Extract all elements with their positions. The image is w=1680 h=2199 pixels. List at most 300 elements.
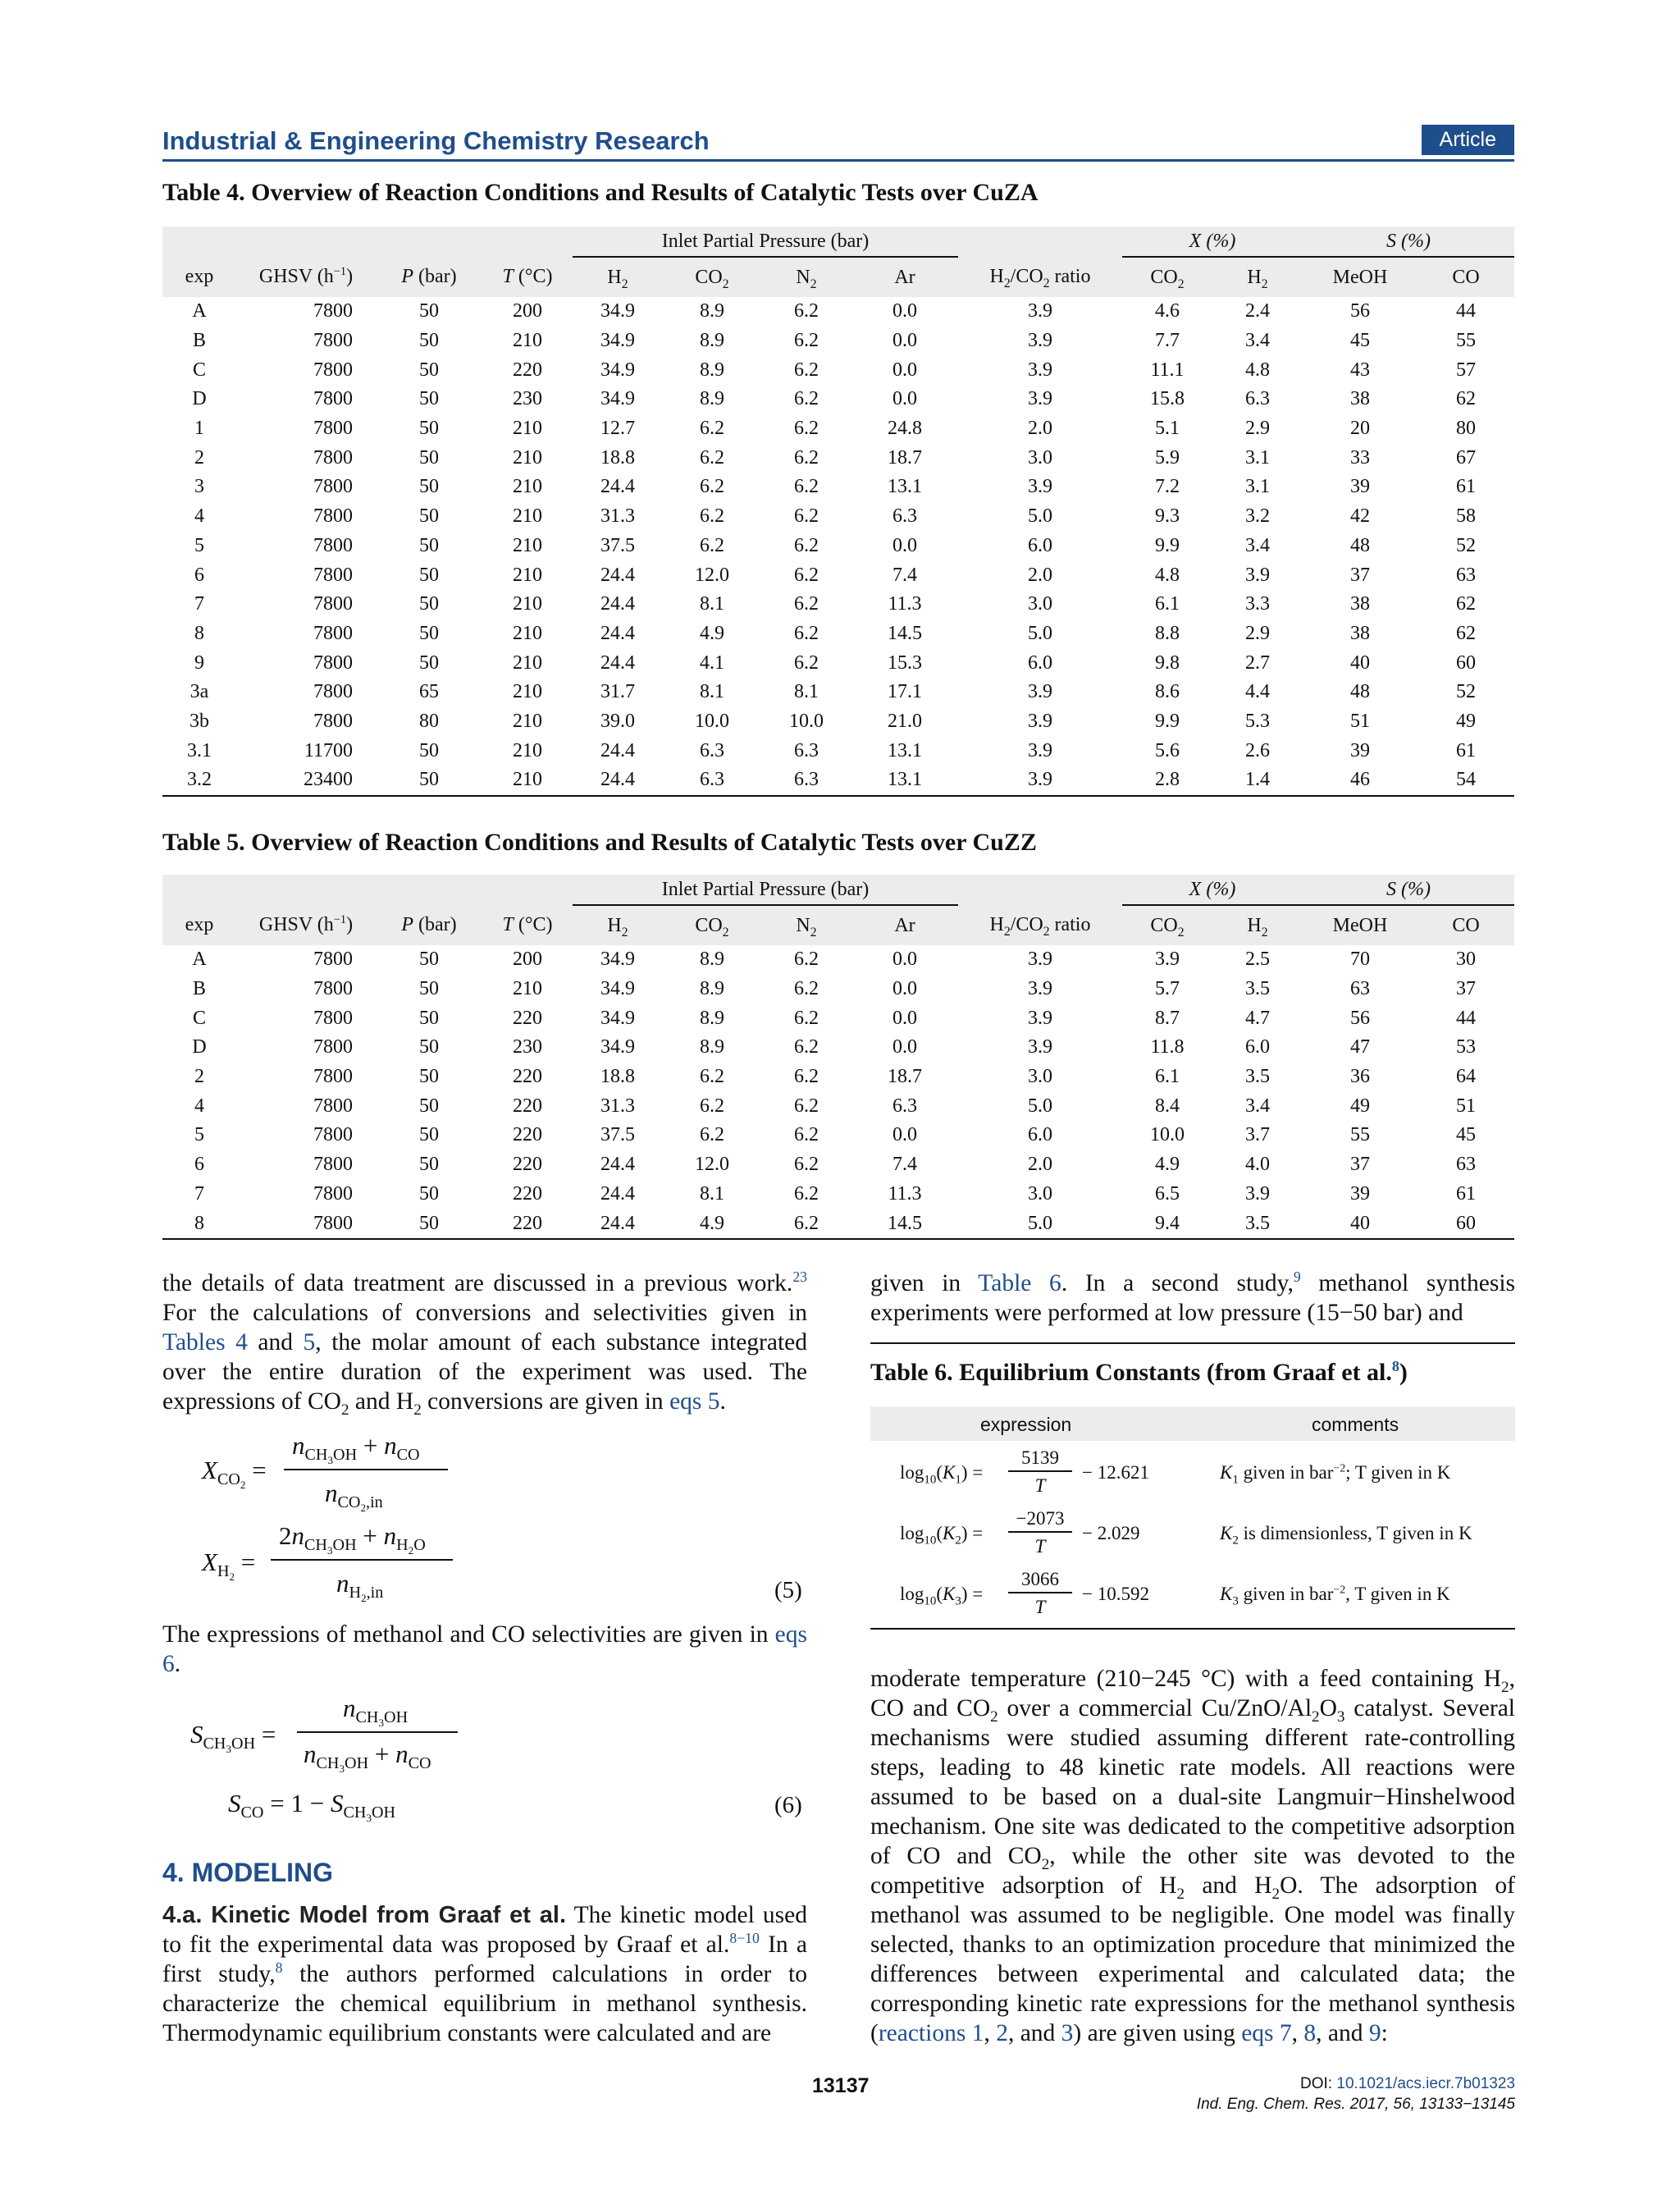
table-cell: 24.4: [573, 766, 663, 796]
table-cell: 7800: [313, 593, 353, 615]
table-cell: 220: [513, 1182, 542, 1205]
table-cell: 51: [1456, 1095, 1476, 1117]
table-cell: 53: [1456, 1036, 1476, 1058]
table-cell: 210: [513, 476, 542, 498]
column-header: $H_2/CO_2$ ratio: [958, 257, 1122, 297]
table-cell: 8.9: [700, 388, 724, 410]
table-cell: 210: [513, 564, 542, 586]
table-cell: 0.0: [892, 330, 917, 352]
table-row: [162, 1209, 1514, 1239]
table-cell: 54: [1418, 766, 1514, 796]
table-cell: 6.2: [794, 476, 819, 498]
table-cell: 8.8: [1155, 622, 1180, 644]
citation-23[interactable]: 23: [792, 1269, 807, 1286]
table-cell: 4.0: [1245, 1154, 1270, 1176]
table-cell: 63: [1456, 564, 1476, 586]
left-paragraph-2: The expressions of methanol and CO selectivities are given in eqs 6.: [162, 1621, 807, 1677]
table-cell: 63: [1350, 978, 1370, 1000]
table-cell: 6.2: [700, 505, 724, 528]
x-group-header: X (%): [1122, 226, 1303, 257]
table-cell: 39.0: [600, 710, 635, 732]
table-cell: 6.2: [794, 534, 819, 556]
table-cell: 7800: [313, 534, 353, 556]
table-cell: 24.4: [600, 1154, 635, 1176]
table-cell: 3.9: [1028, 330, 1052, 352]
table-row: [162, 414, 1514, 444]
column-header: MeOH: [1303, 905, 1418, 945]
table-cell: 45: [1350, 330, 1370, 352]
table-cell: 6: [194, 1154, 204, 1176]
table-cell: 4.9: [663, 1209, 761, 1239]
equation-5-number: (5): [774, 1577, 802, 1603]
table-cell: 7800: [313, 710, 353, 732]
table-cell: C: [192, 1007, 206, 1029]
table-cell: 6.2: [794, 593, 819, 615]
table-cell: 37: [1350, 564, 1370, 586]
table-cell: 33: [1350, 446, 1370, 469]
table-cell: 6.2: [794, 1124, 819, 1146]
table-cell: 5.9: [1155, 446, 1180, 469]
table-cell: 8: [162, 1209, 236, 1239]
table-cell: 0.0: [892, 1007, 917, 1029]
table-cell: 6.2: [794, 651, 819, 674]
table-row: [162, 327, 1514, 356]
table-cell: 50: [419, 651, 439, 674]
table-cell: 0.0: [892, 534, 917, 556]
section-heading-modeling: 4. MODELING: [162, 1858, 334, 1887]
table-row: [162, 502, 1514, 532]
table-cell: 48: [1350, 681, 1370, 703]
table-cell: 50: [419, 505, 439, 528]
table-cell: 34.9: [600, 388, 635, 410]
table-row: [162, 385, 1514, 414]
link-eqs-5[interactable]: eqs 5: [669, 1388, 720, 1415]
table-cell: 5.0: [1028, 505, 1052, 528]
table-cell: 64: [1456, 1066, 1476, 1088]
equilibrium-expression: $\log_{10}(K_2)$ = −2073 T − 2.029: [900, 1508, 1140, 1557]
table-cell: 3.0: [1028, 1066, 1052, 1088]
table-cell: 2.0: [1028, 564, 1052, 586]
table-cell: 220: [513, 359, 542, 381]
table-cell: 34.9: [600, 359, 635, 381]
table-row: [162, 1091, 1514, 1121]
table-cell: 50: [419, 1124, 439, 1146]
table-cell: 3.9: [1028, 359, 1052, 381]
table4: [162, 226, 1514, 797]
table-cell: 39: [1350, 1182, 1370, 1205]
table-cell: 4: [194, 1095, 204, 1117]
table-cell: 220: [513, 1154, 542, 1176]
table-cell: 2.4: [1245, 300, 1270, 322]
table-cell: 3.7: [1245, 1124, 1270, 1146]
equilibrium-comment: $K_2$ is dimensionless, T given in K: [1220, 1523, 1472, 1548]
table-cell: 3.9: [1245, 564, 1270, 586]
column-header: $CO_2$: [663, 905, 761, 945]
table-cell: 31.3: [600, 505, 635, 528]
table-cell: 7.4: [892, 564, 917, 586]
table-cell: 50: [419, 622, 439, 644]
table-cell: 220: [482, 1209, 573, 1239]
table-cell: 12.0: [695, 1154, 729, 1176]
table-cell: 6: [194, 564, 204, 586]
table-cell: 7800: [313, 418, 353, 440]
link-tables-4[interactable]: Tables 4: [162, 1329, 248, 1356]
table-row: [162, 443, 1514, 473]
table-cell: 44: [1456, 1007, 1476, 1029]
table-cell: 6.2: [700, 1124, 724, 1146]
link-eqs-7[interactable]: eqs 7: [1241, 2020, 1292, 2046]
table-cell: 52: [1456, 534, 1476, 556]
table-cell: 80: [1456, 418, 1476, 440]
table-cell: 8.9: [700, 300, 724, 322]
table-cell: 8.6: [1155, 681, 1180, 703]
citation-9[interactable]: 9: [1293, 1269, 1301, 1286]
table-cell: 3.4: [1245, 330, 1270, 352]
table-cell: 6.3: [700, 739, 724, 761]
table-cell: 2.0: [1028, 1154, 1052, 1176]
link-eq-8[interactable]: 8: [1303, 2020, 1317, 2046]
table-cell: 210: [513, 739, 542, 761]
table-cell: 13.1: [851, 766, 958, 796]
table-cell: 10.0: [1150, 1124, 1185, 1146]
citation-8-10[interactable]: 8−10: [729, 1930, 760, 1947]
table-cell: 6.2: [700, 1095, 724, 1117]
link-eqs-6[interactable]: eqs 6: [162, 1621, 807, 1677]
table-row: [162, 975, 1514, 1004]
link-reaction-1[interactable]: reactions 1: [878, 2020, 984, 2046]
table-cell: 6.2: [700, 418, 724, 440]
table-cell: 14.5: [851, 1209, 958, 1239]
column-header: CO: [1418, 257, 1514, 297]
table-cell: 7800: [313, 359, 353, 381]
table-cell: 3.9: [1028, 710, 1052, 732]
table-cell: 6.2: [794, 622, 819, 644]
table-cell: 7800: [236, 1209, 376, 1239]
table-cell: 4.9: [1155, 1154, 1180, 1176]
table-cell: 3.1: [1245, 476, 1270, 498]
table-cell: 3.3: [1245, 593, 1270, 615]
table-row: [162, 945, 1514, 975]
table-cell: 5.0: [958, 1209, 1122, 1239]
table6-header: [870, 1406, 1515, 1441]
table-cell: 12.7: [600, 418, 635, 440]
link-reaction-2[interactable]: 2: [996, 2020, 1008, 2046]
table-cell: 37: [1350, 1154, 1370, 1176]
table-cell: 210: [513, 534, 542, 556]
column-header: T (°C): [482, 905, 573, 945]
table-cell: 34.9: [600, 330, 635, 352]
link-reaction-3[interactable]: 3: [1061, 2020, 1074, 2046]
table6-caption: Table 6. Equilibrium Constants (from Graaf et al.$^8$): [870, 1358, 1408, 1386]
table-cell: 61: [1456, 739, 1476, 761]
table-cell: 24.4: [600, 593, 635, 615]
table-cell: 210: [513, 446, 542, 469]
table-cell: 14.5: [888, 622, 922, 644]
column-header: $CO_2$: [663, 257, 761, 297]
table-cell: 1: [194, 418, 204, 440]
table-cell: 24.4: [600, 476, 635, 498]
table-cell: 4.8: [1245, 359, 1270, 381]
table-cell: 8.7: [1155, 1007, 1180, 1029]
table-cell: 55: [1456, 330, 1476, 352]
table-cell: 0.0: [892, 359, 917, 381]
table-cell: 3.9: [1028, 1007, 1052, 1029]
table-cell: 4.6: [1155, 300, 1180, 322]
table-cell: 5.6: [1155, 739, 1180, 761]
doi-link[interactable]: 10.1021/acs.iecr.7b01323: [1336, 2075, 1515, 2092]
table-cell: 6.0: [1028, 651, 1052, 674]
right-paragraph-1: given in Table 6. In a second study,$^9$ methanol synthesis experiments were performed at low pressure (15−50 bar) and: [870, 1269, 1515, 1326]
table-cell: 11700: [304, 739, 353, 761]
table-cell: 3.0: [1028, 446, 1052, 469]
table6-top-rule: [870, 1342, 1515, 1344]
article-badge: Article: [1422, 125, 1514, 155]
right-paragraph-2: moderate temperature (210−245 °C) with a feed containing $H_2$, CO and $CO_2$ over a commercial $Cu/ZnO/Al_2O_3$ catalyst. Several mechanisms were studied assuming different rate-controlling steps, leading to 48 kinetic rate models. All reactions were assumed to be based on a dual-site Langmuir−Hinshelwood mechanism. One site was dedicated to the competitive adsorption of CO and $CO_2$, while the other site was devoted to the competitive adsorption of $H_2$ and $H_2O$. The adsorption of methanol was assumed to be negligible. One model was finally selected, thanks to an optimization procedure that minimized the differences between experimental and calculated data; the corresponding kinetic rate expressions for the methanol synthesis (reactions 1, 2, and 3) are given using eqs 7, 8, and 9:: [870, 1666, 1515, 2046]
table-cell: 50: [419, 1036, 439, 1058]
table-cell: 50: [419, 1007, 439, 1029]
table5-column-headers: [162, 905, 1514, 945]
citation-8[interactable]: 8: [275, 1959, 283, 1977]
table-cell: 38: [1350, 622, 1370, 644]
table-cell: 3.9: [1028, 978, 1052, 1000]
equilibrium-comment: $K_3$ given in bar$^{-2}$, T given in K: [1220, 1583, 1450, 1608]
table-cell: 8.9: [700, 359, 724, 381]
table-cell: 43: [1350, 359, 1370, 381]
table-cell: 3.9: [1245, 1182, 1270, 1205]
table-cell: 24.4: [600, 564, 635, 586]
table-cell: 3: [194, 476, 204, 498]
table-cell: 50: [419, 1154, 439, 1176]
footer-doi: DOI: 10.1021/acs.iecr.7b01323 Ind. Eng. Chem. Res. 2017, 56, 13133−13145: [1196, 2075, 1515, 2113]
table-cell: 50: [419, 739, 439, 761]
link-table-5[interactable]: 5: [303, 1329, 316, 1356]
table-cell: 24.4: [600, 651, 635, 674]
table-cell: 49: [1456, 710, 1476, 732]
header-rule: [162, 159, 1514, 162]
table-cell: 62: [1456, 593, 1476, 615]
table-cell: 8.9: [700, 1007, 724, 1029]
table-cell: 0.0: [892, 949, 917, 971]
table-cell: 6.0: [1028, 1124, 1052, 1146]
table-cell: 3.1: [1245, 446, 1270, 469]
table-cell: 6.2: [700, 534, 724, 556]
s-group-header: S (%): [1303, 226, 1514, 257]
column-header: T (°C): [482, 257, 573, 297]
table-cell: 7800: [313, 564, 353, 586]
table-cell: 51: [1350, 710, 1370, 732]
table-cell: 9.3: [1155, 505, 1180, 528]
citation-line: Ind. Eng. Chem. Res. 2017, 56, 13133−13145: [1196, 2096, 1515, 2113]
table-cell: 7800: [313, 681, 353, 703]
table-cell: 12.0: [695, 564, 729, 586]
table-cell: 60: [1418, 1209, 1514, 1239]
table-cell: 50: [419, 1066, 439, 1088]
table-cell: 50: [419, 418, 439, 440]
table-cell: 5: [194, 534, 204, 556]
table-row: [162, 1033, 1514, 1063]
table-cell: 24.4: [600, 739, 635, 761]
table-cell: 7800: [313, 978, 353, 1000]
table-cell: 6.2: [794, 418, 819, 440]
equilibrium-expression: $\log_{10}(K_1)$ = 5139 T − 12.621: [900, 1447, 1149, 1496]
table-cell: 4.9: [700, 622, 724, 644]
table-cell: 9.8: [1155, 651, 1180, 674]
table-cell: 3b: [189, 710, 209, 732]
table-cell: 0.0: [892, 388, 917, 410]
table-cell: 37.5: [600, 1124, 635, 1146]
table-cell: 6.2: [794, 300, 819, 322]
column-header: Ar: [851, 257, 958, 297]
table-cell: 37: [1456, 978, 1476, 1000]
table-cell: 38: [1350, 388, 1370, 410]
table-cell: 5.7: [1155, 978, 1180, 1000]
table-cell: 7800: [313, 300, 353, 322]
table-cell: 3.9: [1028, 949, 1052, 971]
table-cell: 21.0: [888, 710, 922, 732]
table-cell: 6.3: [1245, 388, 1270, 410]
table-row: [162, 297, 1514, 327]
table-cell: 65: [419, 681, 439, 703]
table-cell: 7: [194, 593, 204, 615]
table-cell: 7800: [313, 388, 353, 410]
table-cell: 6.1: [1155, 1066, 1180, 1088]
table-cell: 7800: [313, 1124, 353, 1146]
table-cell: 6.2: [794, 446, 819, 469]
table-cell: 6.2: [700, 476, 724, 498]
table-cell: 220: [513, 1095, 542, 1117]
table-row: [162, 766, 1514, 796]
table-cell: 80: [419, 710, 439, 732]
table-cell: 40: [1303, 1209, 1418, 1239]
table-cell: 3.9: [1028, 1036, 1052, 1058]
table-cell: 0.0: [892, 1124, 917, 1146]
table-cell: 2.6: [1245, 739, 1270, 761]
table-cell: 42: [1350, 505, 1370, 528]
table-cell: 0.0: [892, 978, 917, 1000]
table-cell: 10.0: [789, 710, 824, 732]
table-cell: 62: [1456, 388, 1476, 410]
table-cell: 6.2: [794, 388, 819, 410]
table-cell: 7800: [313, 1154, 353, 1176]
table-cell: 31.7: [600, 681, 635, 703]
table-cell: 6.2: [700, 446, 724, 469]
table-cell: 13.1: [888, 476, 922, 498]
table-row: [162, 1003, 1514, 1033]
table-cell: 3a: [189, 681, 209, 703]
table-cell: 210: [513, 418, 542, 440]
column-header: $H_2$: [573, 257, 663, 297]
table-cell: 6.3: [892, 505, 917, 528]
table-cell: 230: [513, 388, 542, 410]
table-row: [162, 532, 1514, 561]
table-cell: 57: [1456, 359, 1476, 381]
table-row: [162, 355, 1514, 385]
table-cell: 8.4: [1155, 1095, 1180, 1117]
table-cell: 39: [1350, 476, 1370, 498]
page-header: [162, 121, 1514, 159]
table-cell: 7800: [313, 446, 353, 469]
table-cell: 60: [1456, 651, 1476, 674]
table-cell: C: [192, 359, 206, 381]
table-cell: 6.2: [794, 359, 819, 381]
table-cell: 3.4: [1245, 534, 1270, 556]
table-cell: 6.2: [794, 330, 819, 352]
link-eq-9[interactable]: 9: [1368, 2020, 1381, 2046]
table-cell: 7800: [313, 476, 353, 498]
table-cell: 8.9: [700, 949, 724, 971]
equation-6-number: (6): [774, 1792, 802, 1818]
table-cell: 11.8: [1150, 1036, 1185, 1058]
table-cell: 3.0: [1028, 593, 1052, 615]
table-cell: 62: [1456, 622, 1476, 644]
table-cell: 50: [376, 766, 482, 796]
link-table-6[interactable]: Table 6: [978, 1270, 1061, 1296]
table-cell: 9.4: [1122, 1209, 1212, 1239]
table-cell: 50: [419, 359, 439, 381]
table-cell: 7800: [313, 330, 353, 352]
table-row: [162, 1063, 1514, 1092]
table-cell: 34.9: [600, 949, 635, 971]
table-cell: 8.9: [700, 330, 724, 352]
table6-head-expression: expression: [980, 1414, 1072, 1435]
table-cell: 8: [194, 622, 204, 644]
table-cell: 7800: [313, 651, 353, 674]
column-header: $N_2$: [761, 257, 851, 297]
table-cell: 50: [419, 978, 439, 1000]
table-cell: 13.1: [888, 739, 922, 761]
table-cell: 47: [1350, 1036, 1370, 1058]
table-cell: 50: [419, 534, 439, 556]
table-cell: 230: [513, 1036, 542, 1058]
table-cell: 6.1: [1155, 593, 1180, 615]
table-cell: 3.2: [162, 766, 236, 796]
table-row: [162, 1150, 1514, 1180]
table-cell: 6.2: [794, 1007, 819, 1029]
table-cell: 200: [513, 949, 542, 971]
table-cell: 3.5: [1245, 978, 1270, 1000]
column-header: GHSV $(h^{-1})$: [236, 257, 376, 297]
s-group-header: S (%): [1303, 875, 1514, 905]
table-cell: B: [192, 978, 206, 1000]
page-number: 13137: [812, 2074, 870, 2097]
table-cell: 50: [419, 330, 439, 352]
table-cell: 3.1: [187, 739, 212, 761]
table-cell: 38: [1350, 593, 1370, 615]
table6-head-comments: comments: [1312, 1414, 1399, 1435]
table-cell: 37.5: [600, 534, 635, 556]
table-cell: 7800: [313, 622, 353, 644]
table-cell: 2.9: [1245, 622, 1270, 644]
table-cell: 40: [1350, 651, 1370, 674]
table-cell: 7.4: [892, 1154, 917, 1176]
table-cell: 7800: [313, 1095, 353, 1117]
column-header: P (bar): [376, 905, 482, 945]
table4-column-headers: [162, 257, 1514, 297]
table-cell: 23400: [236, 766, 376, 796]
table-cell: 3.9: [1155, 949, 1180, 971]
table-cell: 6.2: [794, 1036, 819, 1058]
table-cell: 7.7: [1155, 330, 1180, 352]
table-cell: 6.3: [892, 1095, 917, 1117]
table-row: [162, 707, 1514, 737]
subsection-title: 4.a. Kinetic Model from Graaf et al.: [162, 1902, 567, 1928]
table-cell: 2.0: [1028, 418, 1052, 440]
table-cell: 56: [1350, 300, 1370, 322]
table-cell: 24.4: [573, 1209, 663, 1239]
table-cell: 5: [194, 1124, 204, 1146]
table-row: [162, 590, 1514, 619]
table-cell: 9.9: [1155, 534, 1180, 556]
